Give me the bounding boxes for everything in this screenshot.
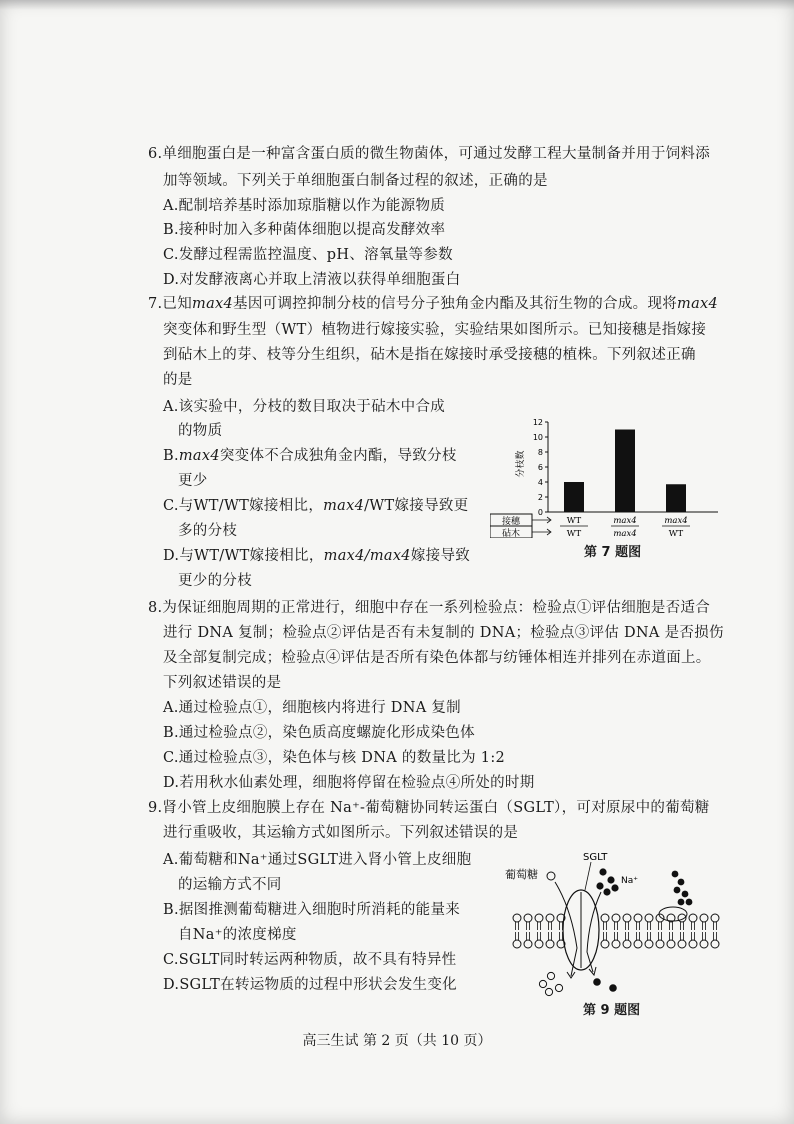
q7-figure-caption: 第 7 题图	[584, 545, 642, 560]
y-tick-label: 6	[537, 463, 543, 472]
q7-stem-line3: 到砧木上的芽、枝等分生组织，砧木是指在嫁接时承受接穗的植株。下列叙述正确	[163, 347, 696, 363]
chain-bead	[672, 871, 679, 878]
phospholipid-head	[546, 940, 554, 948]
scion-label-3: max4	[664, 516, 688, 526]
q7-stem-line2: 突变体和野生型（WT）植物进行嫁接实验，实验结果如图所示。已知接穗是指嫁接	[163, 322, 707, 338]
phospholipid-head	[623, 940, 631, 948]
q7-option-d-line2: 更少的分枝	[178, 573, 252, 589]
phospholipid-head	[656, 940, 664, 948]
q7-option-a-line2: 的物质	[178, 423, 223, 439]
phospholipid-head	[689, 914, 697, 922]
phospholipid-head	[645, 940, 653, 948]
q9-option-c: C.SGLT同时转运两种物质，故不具有特异性	[163, 952, 457, 968]
phospholipid-head	[634, 940, 642, 948]
phospholipid-head	[645, 914, 653, 922]
bar-1	[564, 482, 584, 512]
phospholipid-head	[601, 914, 609, 922]
q9-option-d: D.SGLT在转运物质的过程中形状会发生变化	[163, 977, 457, 993]
glucose-molecule-inside	[547, 972, 554, 979]
q9-stem-line2: 进行重吸收，其运输方式如图所示。下列叙述错误的是	[163, 825, 519, 841]
phospholipid-head	[667, 940, 675, 948]
glucose-molecule	[547, 872, 555, 880]
y-tick-label: 4	[537, 478, 543, 487]
y-tick-label: 2	[537, 493, 543, 502]
page-footer: 高三生试 第 2 页（共 10 页）	[302, 1033, 492, 1049]
q8-option-c: C.通过检验点③，染色体与核 DNA 的数量比为 1:2	[163, 750, 506, 766]
q6-stem-line2: 加等领域。下列关于单细胞蛋白制备过程的叙述，正确的是	[163, 173, 548, 189]
glucose-molecule-inside	[545, 988, 552, 995]
chain-bead	[682, 891, 689, 898]
stock-label-1: WT	[566, 529, 582, 538]
sodium-ion	[611, 884, 618, 891]
glucose-path-arrow	[555, 882, 577, 976]
sodium-ion	[607, 876, 614, 883]
q8-stem-line1: 8.为保证细胞周期的正常进行，细胞中存在一系列检验点：检验点①评估细胞是否适合	[148, 600, 711, 616]
q7-stem-line1: 7.已知max4基因可调控抑制分枝的信号分子独角金内酯及其衍生物的合成。现将max4	[148, 296, 719, 312]
q7-bar-chart	[490, 412, 730, 538]
glucose-label: 葡萄糖	[505, 868, 538, 881]
chart-bars	[564, 430, 686, 513]
q6-option-a: A.配制培养基时添加琼脂糖以作为能源物质	[163, 198, 446, 214]
phospholipid-head	[524, 940, 532, 948]
phospholipid-head	[513, 914, 521, 922]
stock-label-3: WT	[668, 529, 684, 538]
chain-bead	[674, 887, 681, 894]
phospholipid-head	[623, 914, 631, 922]
q8-option-b: B.通过检验点②，染色质高度螺旋化形成染色体	[163, 725, 475, 741]
y-tick-label: 10	[532, 433, 543, 442]
q9-stem-line1: 9.肾小管上皮细胞膜上存在 Na⁺-葡萄糖协同转运蛋白（SGLT），可对原尿中的葡萄糖	[148, 800, 710, 816]
q6-option-d: D.对发酵液离心并取上清液以获得单细胞蛋白	[163, 272, 461, 288]
glucose-molecule-inside	[539, 980, 546, 987]
sodium-ion-inside	[593, 978, 601, 986]
sodium-ion-inside	[609, 984, 617, 992]
phospholipid-head	[513, 940, 521, 948]
q9-sglt-figure	[505, 848, 725, 998]
q9-option-a-line1: A.葡萄糖和Na⁺通过SGLT进入肾小管上皮细胞	[163, 852, 472, 868]
y-tick-label: 12	[532, 418, 543, 427]
q6-stem-line1: 6.单细胞蛋白是一种富含蛋白质的微生物菌体，可通过发酵工程大量制备并用于饲料添	[148, 146, 711, 162]
scion-label-2: max4	[613, 516, 637, 526]
phospholipid-head	[689, 940, 697, 948]
membrane-diagram	[513, 862, 719, 996]
q6-option-c: C.发酵过程需监控温度、pH、溶氧量等参数	[163, 247, 453, 263]
phospholipid-head	[700, 914, 708, 922]
phospholipid-head	[656, 914, 664, 922]
chart-x-labels	[490, 514, 690, 538]
q8-option-d: D.若用秋水仙素处理，细胞将停留在检验点④所处的时期	[163, 775, 535, 791]
q8-stem-line3: 及全部复制完成；检验点④评估是否所有染色体都与纺锤体相连并排列在赤道面上。	[163, 650, 711, 666]
q8-stem-line2: 进行 DNA 复制；检验点②评估是否有未复制的 DNA；检验点③评估 DNA 是否损伤	[163, 625, 724, 641]
stock-label-2: max4	[613, 529, 637, 538]
q7-stem-line4: 的是	[163, 372, 193, 388]
scion-label-1: WT	[566, 516, 582, 526]
q8-stem-line4: 下列叙述错误的是	[163, 675, 282, 691]
phospholipid-head	[711, 914, 719, 922]
na-label: Na⁺	[621, 876, 638, 886]
q9-option-b-line2: 自Na⁺的浓度梯度	[178, 927, 297, 943]
q7-option-d-line1: D.与WT/WT嫁接相比，max4/max4嫁接导致	[163, 548, 471, 564]
q9-option-a-line2: 的运输方式不同	[178, 877, 282, 893]
y-tick-label: 8	[537, 448, 543, 457]
bar-3	[666, 484, 686, 512]
phospholipid-head	[535, 914, 543, 922]
phospholipid-head	[678, 940, 686, 948]
q6-option-b: B.接种时加入多种菌体细胞以提高发酵效率	[163, 222, 446, 238]
q9-figure-caption: 第 9 题图	[583, 1003, 641, 1018]
q7-option-b-line2: 更少	[178, 473, 208, 489]
phospholipid-head	[634, 914, 642, 922]
q7-option-b-line1: B.max4突变体不合成独角金内酯，导致分枝	[163, 448, 457, 464]
sodium-ion	[599, 868, 606, 875]
phospholipid-head	[546, 914, 554, 922]
phospholipid-head	[535, 940, 543, 948]
sodium-ion	[603, 888, 610, 895]
q8-option-a: A.通过检验点①，细胞核内将进行 DNA 复制	[163, 700, 461, 716]
phospholipid-head	[601, 940, 609, 948]
chart-ylabel: 分枝数	[516, 450, 526, 478]
phospholipid-head	[612, 940, 620, 948]
bar-2	[615, 430, 635, 513]
q9-option-b-line1: B.据图推测葡萄糖进入细胞时所消耗的能量来	[163, 902, 461, 918]
phospholipid-head	[700, 940, 708, 948]
phospholipid-head	[711, 940, 719, 948]
sodium-ion	[596, 882, 603, 889]
scion-row-label: 接穗	[501, 517, 521, 527]
q7-option-c-line1: C.与WT/WT嫁接相比，max4/WT嫁接导致更	[163, 498, 469, 514]
chain-bead	[686, 899, 693, 906]
q7-option-c-line2: 多的分枝	[178, 523, 238, 539]
chain-bead	[678, 899, 685, 906]
phospholipid-head	[612, 914, 620, 922]
sglt-label: SGLT	[583, 852, 608, 863]
sglt-pointer	[585, 862, 591, 890]
phospholipid-head	[524, 914, 532, 922]
glucose-molecule-inside	[555, 984, 562, 991]
stock-row-label: 砧木	[501, 529, 521, 538]
chain-bead	[678, 879, 685, 886]
scan-top-edge	[0, 0, 794, 10]
q7-option-a-line1: A.该实验中，分枝的数目取决于砧木中合成	[163, 399, 446, 415]
y-tick-label: 0	[537, 508, 543, 517]
